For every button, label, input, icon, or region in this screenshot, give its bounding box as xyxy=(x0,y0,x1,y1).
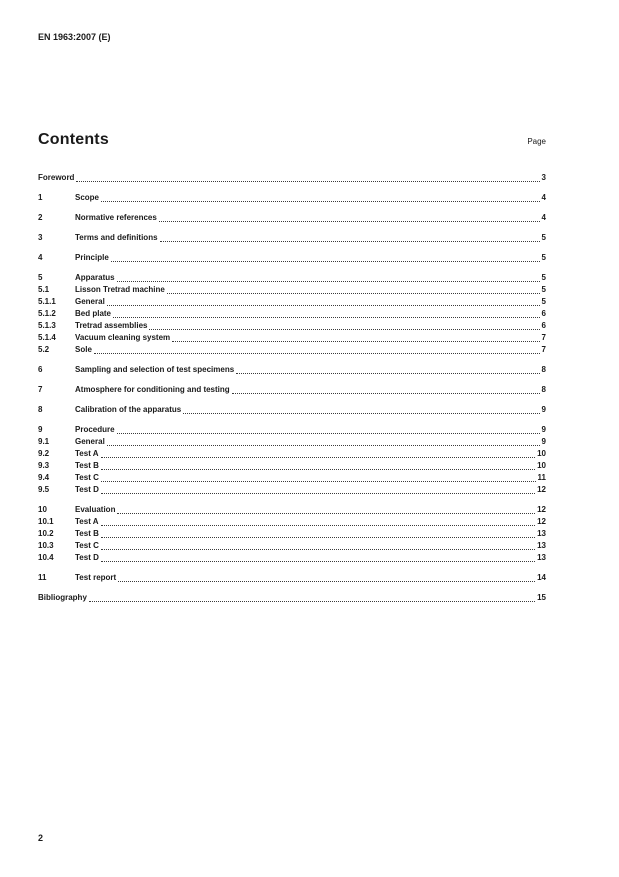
toc-entry xyxy=(38,484,546,496)
toc-entry-number: 9.2 xyxy=(38,449,50,458)
toc-entry xyxy=(38,404,546,416)
toc-leader-dots xyxy=(107,445,540,446)
toc-entry-page: 4 xyxy=(541,213,546,222)
toc-entry-label: General xyxy=(75,437,105,446)
toc-entry xyxy=(38,460,546,472)
toc-entry xyxy=(38,572,546,584)
toc-entry xyxy=(38,212,546,224)
document-reference-header: EN 1963:2007 (E) xyxy=(38,32,111,42)
toc-entry-label: Apparatus xyxy=(75,273,115,282)
toc-entry-number: 5.1.2 xyxy=(38,309,56,318)
toc-entry-label: Test A xyxy=(75,449,99,458)
toc-entry-number: 5.1.4 xyxy=(38,333,56,342)
toc-entry xyxy=(38,516,546,528)
toc-entry-page: 9 xyxy=(541,425,546,434)
toc-entry xyxy=(38,320,546,332)
toc-leader-dots xyxy=(101,561,535,562)
toc-entry xyxy=(38,252,546,264)
toc-entry-number: 4 xyxy=(38,253,43,262)
toc-entry-label: Atmosphere for conditioning and testing xyxy=(75,385,230,394)
toc-leader-dots xyxy=(118,581,535,582)
toc-entry xyxy=(38,284,546,296)
toc-leader-dots xyxy=(160,241,540,242)
toc-leader-dots xyxy=(111,261,540,262)
toc-entry-number: 1 xyxy=(38,193,43,202)
toc-entry-page: 9 xyxy=(541,437,546,446)
toc-entry-page: 8 xyxy=(541,385,546,394)
toc-entry xyxy=(38,232,546,244)
toc-entry-page: 9 xyxy=(541,405,546,414)
toc-entry xyxy=(38,344,546,356)
toc-entry-page: 5 xyxy=(541,253,546,262)
toc-entry-page: 3 xyxy=(541,173,546,182)
toc-entry-number: 5.1 xyxy=(38,285,50,294)
toc-entry-page: 4 xyxy=(541,193,546,202)
toc-leader-dots xyxy=(117,513,535,514)
toc-entry xyxy=(38,296,546,308)
toc-entry-label: Foreword xyxy=(38,173,75,182)
toc-entry-label: Bibliography xyxy=(38,593,87,602)
toc-entry-page: 5 xyxy=(541,297,546,306)
toc-leader-dots xyxy=(232,393,540,394)
toc-entry xyxy=(38,384,546,396)
toc-leader-dots xyxy=(89,601,535,602)
toc-entry-page: 7 xyxy=(541,345,546,354)
toc-leader-dots xyxy=(101,201,540,202)
toc-entry-label: Procedure xyxy=(75,425,115,434)
toc-entry-page: 12 xyxy=(537,485,546,494)
toc-leader-dots xyxy=(117,433,540,434)
toc-entry xyxy=(38,192,546,204)
toc-entry-number: 9.4 xyxy=(38,473,50,482)
toc-leader-dots xyxy=(101,549,535,550)
toc-entry xyxy=(38,424,546,436)
toc-entry-label: Calibration of the apparatus xyxy=(75,405,182,414)
toc-entry-page: 12 xyxy=(537,517,546,526)
toc-entry xyxy=(38,364,546,376)
toc-entry xyxy=(38,448,546,460)
toc-entry-label: Sampling and selection of test specimens xyxy=(75,365,235,374)
toc-entry-number: 10.3 xyxy=(38,541,54,550)
toc-entry-number: 7 xyxy=(38,385,43,394)
toc-entry-label: Test C xyxy=(75,541,99,550)
page-number: 2 xyxy=(38,833,44,843)
toc-entry-label: Test D xyxy=(75,553,99,562)
toc-entry-page: 5 xyxy=(541,285,546,294)
toc-entry xyxy=(38,272,546,284)
toc-leader-dots xyxy=(149,329,539,330)
toc-entry-page: 6 xyxy=(541,309,546,318)
toc-entry-label: Principle xyxy=(75,253,109,262)
page-column-label: Page xyxy=(527,137,546,146)
toc-entry-number: 3 xyxy=(38,233,43,242)
toc-entry-label: Test report xyxy=(75,573,117,582)
toc-entry-label: Test D xyxy=(75,485,99,494)
contents-heading-row xyxy=(38,131,546,149)
toc-entry xyxy=(38,552,546,564)
toc-entry-number: 9 xyxy=(38,425,43,434)
toc-entry-page: 7 xyxy=(541,333,546,342)
toc-leader-dots xyxy=(236,373,539,374)
toc-entry-label: Terms and definitions xyxy=(75,233,158,242)
toc-entry-label: Test C xyxy=(75,473,99,482)
toc-entry-number: 10 xyxy=(38,505,47,514)
toc-leader-dots xyxy=(101,525,536,526)
toc-entry-number: 5 xyxy=(38,273,43,282)
toc-entry-number: 9.3 xyxy=(38,461,50,470)
toc-entry-label: General xyxy=(75,297,105,306)
toc-entry-label: Test B xyxy=(75,529,99,538)
toc-leader-dots xyxy=(101,469,535,470)
toc-entry-label: Scope xyxy=(75,193,100,202)
toc-entry-page: 5 xyxy=(541,273,546,282)
toc-leader-dots xyxy=(183,413,539,414)
toc-leader-dots xyxy=(167,293,540,294)
toc-entry-label: Evaluation xyxy=(75,505,116,514)
contents-title: Contents xyxy=(38,131,109,148)
toc-entry xyxy=(38,528,546,540)
toc-entry-number: 10.4 xyxy=(38,553,54,562)
toc-leader-dots xyxy=(101,493,535,494)
toc-entry-number: 5.1.3 xyxy=(38,321,56,330)
toc-entry-label: Vacuum cleaning system xyxy=(75,333,171,342)
toc-entry-label: Bed plate xyxy=(75,309,112,318)
toc-entry-number: 9.5 xyxy=(38,485,50,494)
toc-entry-page: 13 xyxy=(537,541,546,550)
toc-entry-page: 5 xyxy=(541,233,546,242)
toc-entry-label: Normative references xyxy=(75,213,157,222)
toc-entry xyxy=(38,540,546,552)
toc-entry xyxy=(38,504,546,516)
toc-leader-dots xyxy=(76,181,539,182)
toc-entry-page: 12 xyxy=(537,505,546,514)
table-of-contents xyxy=(38,172,546,604)
toc-entry-number: 11 xyxy=(38,573,47,582)
toc-entry-page: 15 xyxy=(537,593,546,602)
toc-leader-dots xyxy=(101,457,536,458)
toc-entry-label: Lisson Tretrad machine xyxy=(75,285,165,294)
toc-entry-page: 11 xyxy=(537,473,546,482)
toc-leader-dots xyxy=(172,341,539,342)
toc-leader-dots xyxy=(101,481,536,482)
toc-leader-dots xyxy=(117,281,540,282)
toc-entry-page: 14 xyxy=(537,573,546,582)
toc-entry-number: 8 xyxy=(38,405,43,414)
toc-entry-number: 6 xyxy=(38,365,43,374)
toc-leader-dots xyxy=(107,305,540,306)
toc-entry-label: Sole xyxy=(75,345,92,354)
toc-leader-dots xyxy=(159,221,540,222)
toc-leader-dots xyxy=(101,537,535,538)
toc-entry-number: 10.1 xyxy=(38,517,54,526)
toc-entry-page: 8 xyxy=(541,365,546,374)
toc-entry xyxy=(38,332,546,344)
toc-leader-dots xyxy=(94,353,540,354)
toc-entry xyxy=(38,172,546,184)
toc-entry-number: 9.1 xyxy=(38,437,50,446)
toc-entry-page: 10 xyxy=(537,449,546,458)
toc-leader-dots xyxy=(113,317,540,318)
toc-entry-label: Test B xyxy=(75,461,99,470)
toc-entry-number: 10.2 xyxy=(38,529,54,538)
toc-entry-label: Test A xyxy=(75,517,99,526)
toc-entry xyxy=(38,308,546,320)
toc-entry-number: 2 xyxy=(38,213,43,222)
toc-entry-page: 13 xyxy=(537,553,546,562)
toc-entry-number: 5.2 xyxy=(38,345,50,354)
toc-entry-page: 13 xyxy=(537,529,546,538)
toc-entry xyxy=(38,472,546,484)
toc-entry-page: 10 xyxy=(537,461,546,470)
toc-entry xyxy=(38,592,546,604)
toc-entry-page: 6 xyxy=(541,321,546,330)
toc-entry xyxy=(38,436,546,448)
toc-entry-number: 5.1.1 xyxy=(38,297,56,306)
toc-entry-label: Tretrad assemblies xyxy=(75,321,148,330)
